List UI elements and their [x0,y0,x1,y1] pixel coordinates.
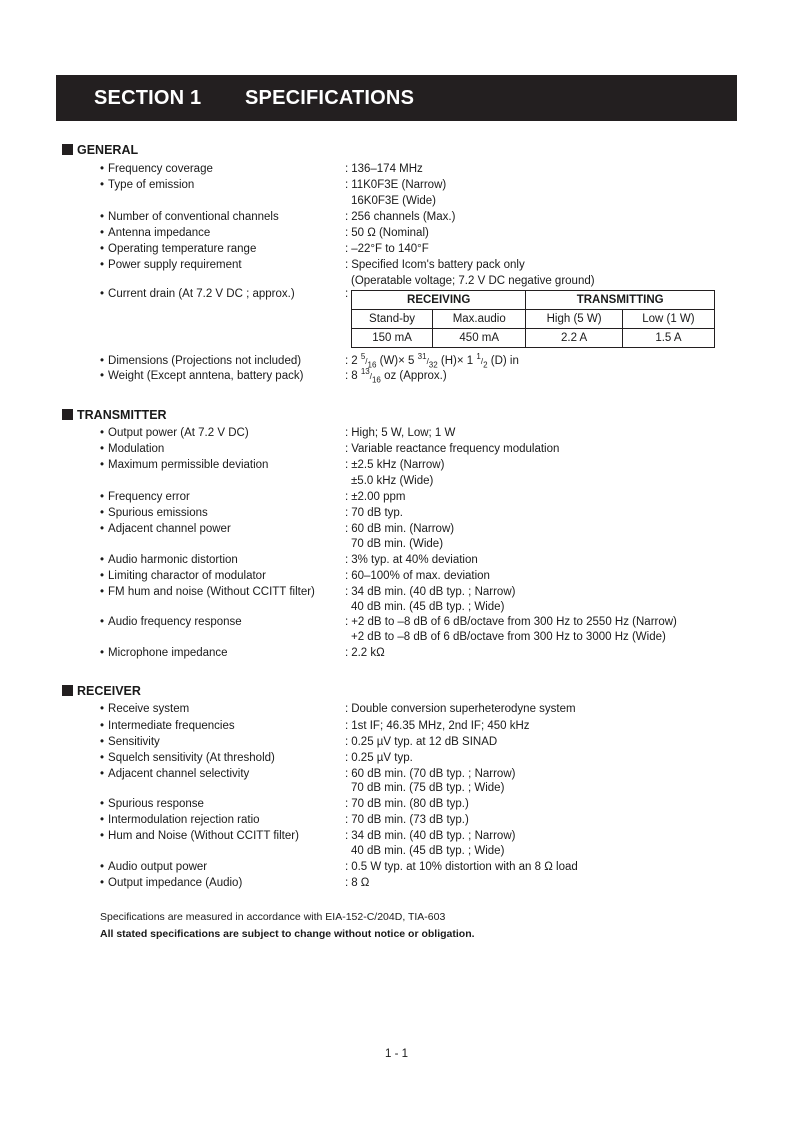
table-cell: 2.2 A [526,329,623,348]
general-heading: GENERAL [62,142,138,158]
table-cell: 1.5 A [622,329,714,348]
column-header: Max.audio [433,310,526,329]
current-drain-table [351,290,715,348]
disclaimer-note: All stated specifications are subject to change without notice or obligation. [100,928,475,940]
column-header: High (5 W) [526,310,623,329]
column-header: Stand-by [352,310,433,329]
page-number: 1 - 1 [384,1048,408,1060]
column-header: Low (1 W) [622,310,714,329]
receiving-header: RECEIVING [352,291,526,310]
square-bullet-icon [62,685,73,696]
transmitting-header: TRANSMITTING [526,291,715,310]
transmitter-heading: TRANSMITTER [62,407,167,423]
section-header [56,75,737,121]
section-title: SPECIFICATIONS [245,87,415,109]
receiver-heading: RECEIVER [62,683,141,699]
square-bullet-icon [62,409,73,420]
measurement-note: Specifications are measured in accordance with EIA-152-C/204D, TIA-603 [100,911,446,923]
section-number: SECTION 1 [94,87,202,109]
square-bullet-icon [62,144,73,155]
table-cell: 150 mA [352,329,433,348]
table-cell: 450 mA [433,329,526,348]
